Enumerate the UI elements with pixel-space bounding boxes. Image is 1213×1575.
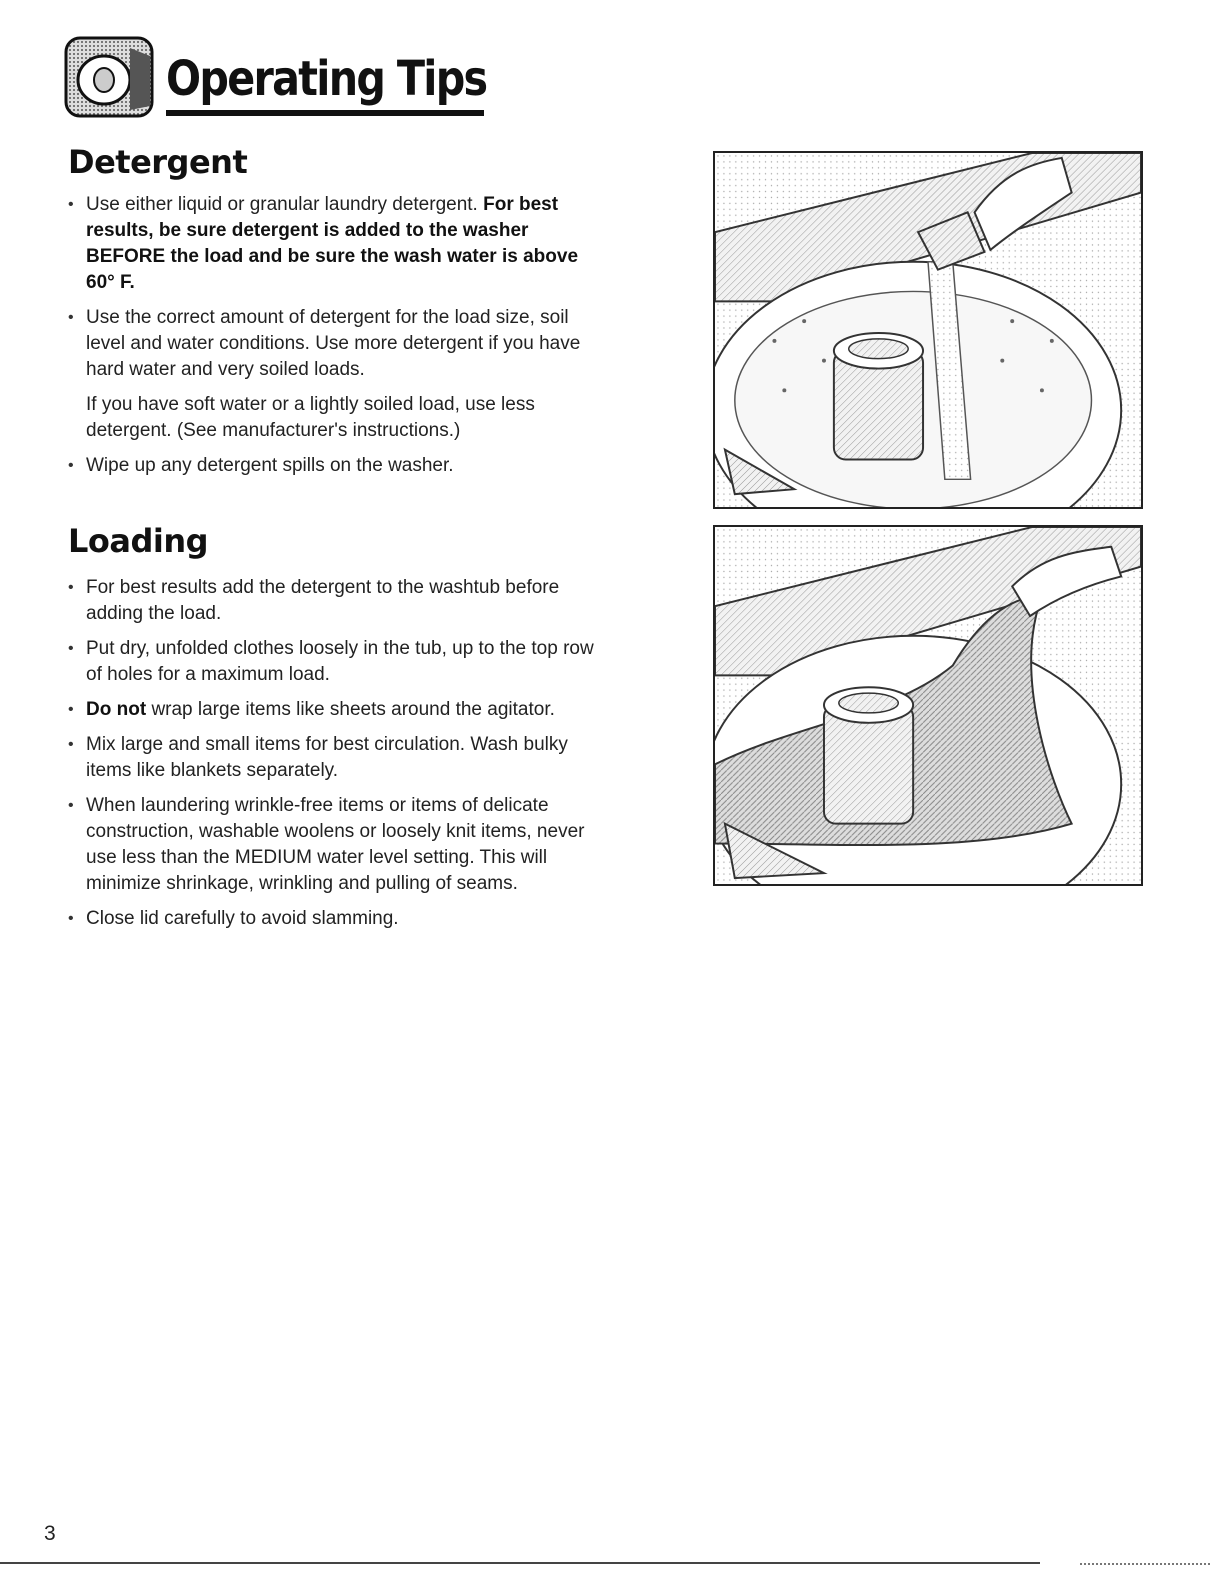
list-item: • Do not wrap large items like sheets around the agitator. (68, 697, 598, 723)
bottom-rule (0, 1562, 1040, 1564)
washer-tub-icon (64, 36, 154, 118)
list-item: • When laundering wrinkle-free items or items of delicate construction, washable woolens or loosely knit items, never use less than the MEDIUM water level setting. This will minimize shrinkage, wrinkling and pulling of seams. (68, 793, 598, 897)
detergent-section (68, 142, 598, 488)
loading-section (68, 521, 598, 941)
bottom-rule-dotted (1080, 1563, 1210, 1565)
list-item: • Use either liquid or granular laundry detergent. For best results, be sure detergent is added to the washer BEFORE the load and be sure the wash water is above 60° F. (68, 192, 598, 296)
list-item-continuation: If you have soft water or a lightly soiled load, use less detergent. (See manufacturer's instructions.) (86, 394, 535, 441)
adding-detergent-illustration (713, 151, 1143, 509)
list-item: • Wipe up any detergent spills on the washer. (68, 453, 598, 479)
title-underline (166, 110, 484, 116)
detergent-list (68, 192, 598, 479)
page-number: 3 (44, 1522, 56, 1545)
loading-clothes-illustration (713, 525, 1143, 886)
list-item: • Mix large and small items for best circulation. Wash bulky items like blankets separately. (68, 732, 598, 784)
list-item: • Close lid carefully to avoid slamming. (68, 906, 598, 932)
list-item: • For best results add the detergent to the washtub before adding the load. (68, 575, 598, 627)
list-item: • Put dry, unfolded clothes loosely in the tub, up to the top row of holes for a maximum load. (68, 636, 598, 688)
loading-heading: Loading (68, 522, 209, 560)
loading-list (68, 575, 598, 932)
page-header (64, 36, 539, 118)
page-title: Operating Tips (166, 51, 487, 107)
detergent-heading: Detergent (68, 143, 248, 181)
list-item: • Use the correct amount of detergent for the load size, soil level and water conditions. Use more detergent if you have hard water and very soiled loads. (68, 305, 598, 383)
